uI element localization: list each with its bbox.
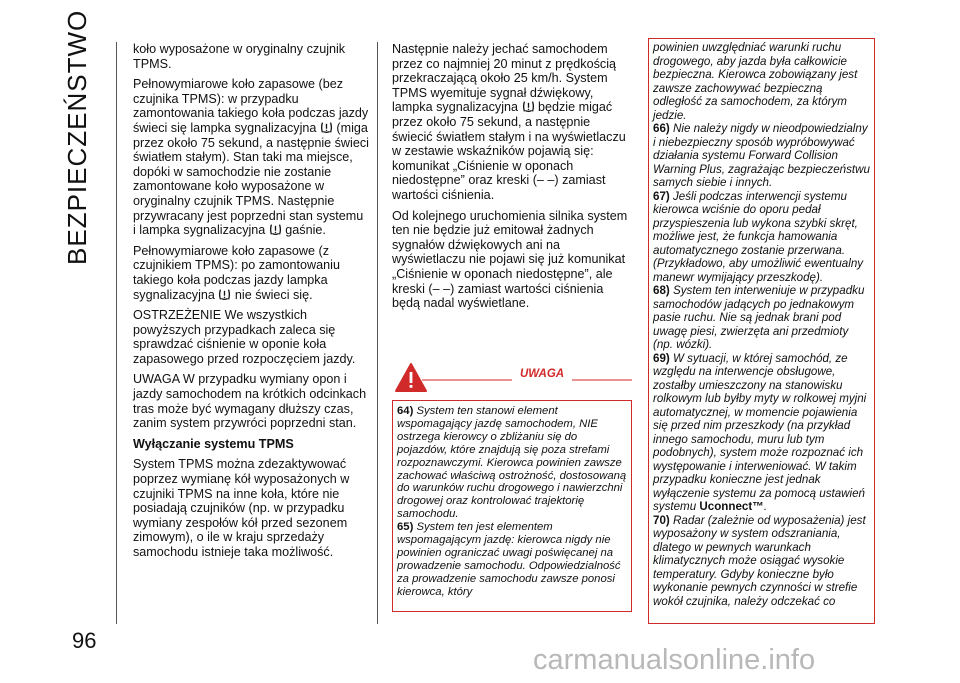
warning-triangle-icon xyxy=(394,362,428,394)
paragraph: System TPMS można zdezaktywować poprzez wymianę kół wyposażonych w czujniki TPMS na inne koła, które nie posiadają czujników (np. w przypadku wymiany zespołów kół przed sezonem zimowym), o ile w kraju sprzedaży samochodu istnieje taka możliwość. xyxy=(133,457,350,559)
uwaga-header xyxy=(392,362,632,400)
header-rule xyxy=(392,374,632,386)
note-69: 69) W sytuacji, w której samochód, ze względu na interwencje obsługowe, zostałby umieszczony na stanowisku rolkowym lub byłby myty w rolkowej myjni automatycznej, w momencie pojawienia się przed nim przeszkody (na przykład innego samochodu, muru lub tym podobnych), system może rozpoznać ich występowanie i interweniować. W takim przypadku konieczne jest jednak wyłączenie systemu za pomocą ustawień systemu Uconnect™. xyxy=(653,351,867,513)
note-64: 64) System ten stanowi element wspomagający jazdę samochodem, NIE ostrzega kierowcy o zbliżaniu się do pojazdów, które znajdują się poza strefami rozpoznawczymi. Kierowca powinien zawsze zachować właściwą ostrożność, dostosowaną do warunków ruchu drogowego i nawierzchni drogowej oraz kontrolować trajektorię samochodu. xyxy=(397,405,627,521)
uwaga-box xyxy=(392,400,632,612)
note-67: 67) Jeśli podczas interwencji systemu kierowca wciśnie do oporu pedał przyspieszenia lub wykona szybki skręt, możliwe jest, że funkcja hamowania automatycznego zostanie przerwana. (Przykładowo, aby umożliwić ewentualny manewr wymijający przeszkodę). xyxy=(653,189,864,284)
column-3-notes xyxy=(648,38,875,624)
tpms-warning-icon xyxy=(320,121,333,134)
tpms-warning-icon xyxy=(218,288,231,301)
section-title: BEZPIECZEŃSTWO xyxy=(62,9,92,265)
note-continued: powinien uwzględniać warunki ruchu drogowego, aby jazda była całkowicie bezpieczna. Kierowca zobowiązany jest zawsze zachowywać bezpieczną odległość za samochodem, za którym jedzie. xyxy=(653,41,858,122)
paragraph: Pełnowymiarowe koło zapasowe (bez czujnika TPMS): w przypadku zamontowania takiego koła podczas jazdy świeci się lampka sygnalizacyjna (miga przez około 75 sekund, a następnie świeci światłem stałym). Stan taki ma miejsce, dopóki w samochodzie nie zostanie zamontowane koło wyposażone w oryginalny czujnik TPMS. Następnie przywracany jest poprzedni stan systemu i lampka sygnalizacyjna gaśnie. xyxy=(133,77,369,238)
paragraph: koło wyposażone w oryginalny czujnik TPMS. xyxy=(133,42,346,71)
warning-note: OSTRZEŻENIE We wszystkich powyższych przypadkach zaleca się sprawdzać ciśnienie w oponie koła zapasowego przed rozpoczęciem jazdy. xyxy=(133,308,356,366)
note-70: 70) Radar (zależnie od wyposażenia) jest wyposażony w system odszraniania, dlatego w pewnych warunkach klimatycznych może osiągać wysokie temperatury. Gdyby konieczne było wykonanie pewnych czynności w strefie wokół czujnika, należy odczekać co xyxy=(653,513,866,608)
paragraph: Od kolejnego uruchomienia silnika system ten nie będzie już emitował żadnych sygnałów dźwiękowych ani na wyświetlaczu nie pojawi się już komunikat „Ciśnienie w oponach niedostępne”, ale kreski (– –) zamiast wartości ciśnienia będą nadal wyświetlane. xyxy=(392,208,628,311)
watermark: carmanualsonline.info xyxy=(533,644,816,676)
side-divider xyxy=(116,42,117,624)
column-divider xyxy=(377,42,378,624)
notice-note: UWAGA W przypadku wymiany opon i jazdy samochodem na krótkich odcinkach tras może być wymagany dłuższy czas, zanim system przywróci poprzedni stan. xyxy=(133,372,367,431)
note-66: 66) Nie należy nigdy w nieodpowiedzialny i niebezpieczny sposób wypróbowywać działania systemu Forward Collision Warning Plus, zagrażając bezpieczeństwu samych siebie i innych. xyxy=(653,122,870,189)
tpms-warning-icon xyxy=(269,223,282,236)
note-68: 68) System ten interweniuje w przypadku samochodów jadących po jednakowym pasie ruchu. Nie są jednak brani pod uwagę piesi, zwierzęta ani przedmioty (np. wózki). xyxy=(653,284,865,351)
subheading: Wyłączanie systemu TPMS xyxy=(133,436,294,451)
column-2 xyxy=(392,42,632,317)
tpms-warning-icon xyxy=(522,100,535,113)
note-65: 65) System ten jest elementem wspomagającym jazdę: kierowca nigdy nie powinien ograniczać uwagi poświęcanej na prowadzenie samochodu. Odpowiedzialność za prowadzenie samochodu zawsze ponosi kierowca, który xyxy=(397,521,621,598)
column-1 xyxy=(133,42,369,566)
paragraph: Pełnowymiarowe koło zapasowe (z czujnikiem TPMS): po zamontowaniu takiego koła podczas jazdy lampka sygnalizacyjna nie świeci się. xyxy=(133,243,340,302)
uwaga-title: UWAGA xyxy=(520,368,565,380)
paragraph: Następnie należy jechać samochodem przez co najmniej 20 minut z prędkością przekraczającą około 25 km/h. System TPMS wyemituje sygnał dźwiękowy, lampka sygnalizacyjna będzie migać przez około 75 sekund, a następnie świecić światłem stałym i na wyświetlaczu w zestawie wskaźników pojawią się: komunikat „Ciśnienie w oponach niedostępne” oraz kreski (– –) zamiast wartości ciśnienia. xyxy=(392,42,626,202)
page-number: 96 xyxy=(72,628,97,653)
